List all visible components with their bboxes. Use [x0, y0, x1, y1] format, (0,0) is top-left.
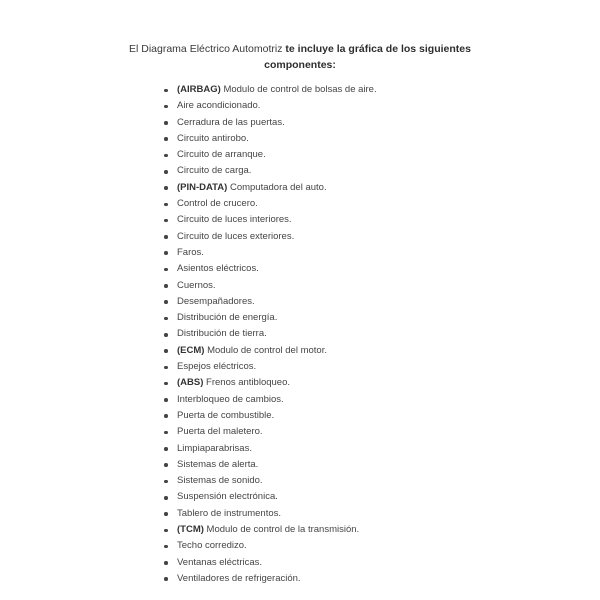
component-text: Suspensión electrónica.	[177, 491, 278, 503]
bullet-icon	[164, 154, 168, 158]
component-text: Distribución de tierra.	[177, 328, 267, 340]
bullet-icon	[164, 480, 168, 484]
bullet-icon	[164, 121, 168, 125]
bullet-icon	[164, 300, 168, 304]
component-code: (AIRBAG)	[177, 84, 221, 95]
list-item	[150, 359, 377, 375]
component-text: Frenos antibloqueo.	[206, 377, 291, 389]
bullet-icon	[164, 284, 168, 288]
bullet-icon	[164, 398, 168, 402]
list-item	[150, 375, 377, 391]
bullet-icon	[164, 219, 168, 223]
component-code: (PIN-DATA)	[177, 181, 228, 193]
list-item	[150, 343, 377, 359]
list-item	[150, 229, 377, 245]
component-text: Control de crucero.	[177, 198, 258, 210]
component-list	[150, 82, 377, 587]
list-item	[150, 278, 377, 294]
component-text: Faros.	[177, 246, 204, 258]
component-code: (ABS)	[177, 377, 204, 389]
bullet-icon	[164, 333, 168, 337]
component-text: Desempañadores.	[177, 295, 255, 307]
list-item	[150, 457, 377, 473]
bullet-icon	[164, 89, 168, 93]
bullet-icon	[164, 447, 168, 451]
component-text: Puerta del maletero.	[177, 426, 263, 438]
component-text: Cuernos.	[177, 279, 216, 291]
component-text: Circuito de arranque.	[177, 149, 266, 161]
component-text: Circuito de carga.	[177, 165, 252, 177]
list-item	[150, 555, 377, 571]
list-item	[150, 212, 377, 228]
list-item	[150, 473, 377, 489]
bullet-icon	[164, 170, 168, 174]
bullet-icon	[164, 105, 168, 109]
list-item	[150, 147, 377, 163]
list-item	[150, 326, 377, 342]
component-text: Sistemas de alerta.	[177, 458, 259, 470]
bullet-icon	[164, 251, 168, 255]
component-text: Aire acondicionado.	[177, 100, 261, 112]
bullet-icon	[164, 529, 168, 533]
bullet-icon	[164, 512, 168, 516]
list-item	[150, 506, 377, 522]
component-code: (ECM)	[177, 344, 205, 356]
list-item	[150, 82, 377, 98]
bullet-icon	[164, 382, 168, 386]
list-item	[150, 180, 377, 196]
bullet-icon	[164, 463, 168, 467]
bullet-icon	[164, 235, 168, 239]
component-text: Tablero de instrumentos.	[177, 507, 282, 519]
component-text: Asientos eléctricos.	[177, 263, 259, 275]
list-item	[150, 424, 377, 440]
intro-normal-text: El Diagrama Eléctrico Automotriz	[129, 43, 283, 55]
list-item	[150, 261, 377, 277]
component-text: Techo corredizo.	[177, 540, 247, 552]
list-item	[150, 489, 377, 505]
bullet-icon	[164, 317, 168, 321]
component-text: Computadora del auto.	[229, 181, 327, 193]
component-text: Puerta de combustible.	[177, 409, 275, 421]
list-item	[150, 571, 377, 587]
bullet-icon	[164, 186, 168, 190]
bullet-icon	[164, 268, 168, 272]
intro-bold-text-line1: te incluye la gráfica de los siguientes	[285, 43, 471, 55]
list-item	[150, 196, 377, 212]
component-text: Ventanas eléctricas.	[177, 556, 263, 568]
component-text: Distribución de energía.	[177, 312, 278, 324]
bullet-icon	[164, 414, 168, 418]
list-item	[150, 392, 377, 408]
component-text: Ventiladores de refrigeración.	[177, 572, 301, 584]
intro-paragraph	[90, 41, 510, 73]
bullet-icon	[164, 366, 168, 370]
component-text: Circuito de luces interiores.	[177, 214, 292, 226]
bullet-icon	[164, 577, 168, 581]
bullet-icon	[164, 561, 168, 565]
list-item	[150, 441, 377, 457]
bullet-icon	[164, 496, 168, 500]
bullet-icon	[164, 203, 168, 207]
component-text: Modulo de control de la transmisión.	[206, 524, 360, 536]
component-text: Modulo de control de bolsas de aire.	[223, 84, 377, 95]
bullet-icon	[164, 431, 168, 435]
bullet-icon	[164, 349, 168, 353]
component-text: Cerradura de las puertas.	[177, 116, 285, 128]
list-item	[150, 294, 377, 310]
component-text: Circuito antirobo.	[177, 132, 249, 144]
list-item	[150, 245, 377, 261]
component-text: Circuito de luces exteriores.	[177, 230, 295, 242]
intro-bold-text-line2: componentes:	[264, 59, 336, 71]
component-text: Interbloqueo de cambios.	[177, 393, 284, 405]
list-item	[150, 163, 377, 179]
component-text: Sistemas de sonido.	[177, 475, 263, 487]
list-item	[150, 408, 377, 424]
bullet-icon	[164, 545, 168, 549]
list-item	[150, 538, 377, 554]
list-item	[150, 131, 377, 147]
component-text: Espejos eléctricos.	[177, 361, 257, 373]
component-code: (TCM)	[177, 524, 204, 536]
bullet-icon	[164, 137, 168, 141]
list-item	[150, 98, 377, 114]
list-item	[150, 310, 377, 326]
component-text: Modulo de control del motor.	[207, 344, 327, 356]
list-item	[150, 115, 377, 131]
component-text: Limpiaparabrisas.	[177, 442, 252, 454]
list-item	[150, 522, 377, 538]
